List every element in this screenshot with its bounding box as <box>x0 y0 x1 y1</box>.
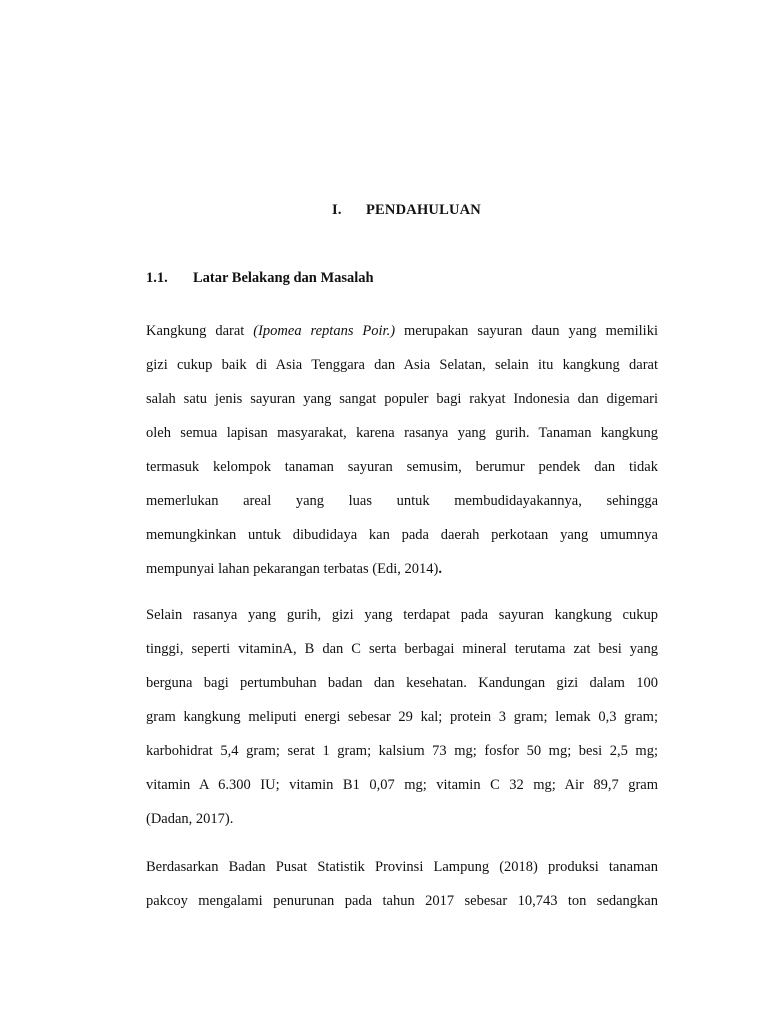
section-number: 1.1. <box>146 270 168 286</box>
paragraph-line: memungkinkan untuk dibudidaya kan pada daerah perkotaan yang umumnya <box>146 527 658 543</box>
paragraph-line: (Dadan, 2017). <box>146 811 234 827</box>
paragraph-line <box>146 552 658 586</box>
text-run: mempunyai lahan pekarangan terbatas (Edi, 2014) <box>146 561 439 577</box>
paragraph-2 <box>146 598 658 836</box>
paragraph-line: memerlukan areal yang luas untuk membudidayakannya, sehingga <box>146 493 658 509</box>
section-title: Latar Belakang dan Masalah <box>193 270 374 286</box>
paragraph-line: pakcoy mengalami penurunan pada tahun 2017 sebesar 10,743 ton sedangkan <box>146 893 658 909</box>
paragraph-line: gizi cukup baik di Asia Tenggara dan Asia Selatan, selain itu kangkung darat <box>146 357 658 373</box>
paragraph-3 <box>146 850 658 918</box>
paragraph-1 <box>146 314 658 586</box>
text-run: . <box>438 561 442 577</box>
paragraph-line: Berdasarkan Badan Pusat Statistik Provinsi Lampung (2018) produksi tanaman <box>146 859 658 875</box>
text-run: Kangkung darat <box>146 323 254 339</box>
text-run: merupakan sayuran daun yang memiliki <box>395 323 658 339</box>
chapter-number: I. <box>332 202 342 218</box>
paragraph-line: vitamin A 6.300 IU; vitamin B1 0,07 mg; vitamin C 32 mg; Air 89,7 gram <box>146 777 658 793</box>
paragraph-line: karbohidrat 5,4 gram; serat 1 gram; kalsium 73 mg; fosfor 50 mg; besi 2,5 mg; <box>146 743 658 759</box>
paragraph-line: tinggi, seperti vitaminA, B dan C serta berbagai mineral terutama zat besi yang <box>146 641 658 657</box>
paragraph-line: oleh semua lapisan masyarakat, karena rasanya yang gurih. Tanaman kangkung <box>146 425 658 441</box>
chapter-heading <box>332 202 481 219</box>
section-heading <box>146 270 374 287</box>
paragraph-line: termasuk kelompok tanaman sayuran semusim, berumur pendek dan tidak <box>146 459 658 475</box>
paragraph-line <box>146 314 658 348</box>
paragraph-line: gram kangkung meliputi energi sebesar 29 kal; protein 3 gram; lemak 0,3 gram; <box>146 709 658 725</box>
paragraph-line: salah satu jenis sayuran yang sangat populer bagi rakyat Indonesia dan digemari <box>146 391 658 407</box>
paragraph-line: Selain rasanya yang gurih, gizi yang terdapat pada sayuran kangkung cukup <box>146 607 658 623</box>
scientific-name: (Ipomea reptans Poir.) <box>253 323 396 339</box>
paragraph-line: berguna bagi pertumbuhan badan dan kesehatan. Kandungan gizi dalam 100 <box>146 675 658 691</box>
chapter-title: PENDAHULUAN <box>366 202 481 218</box>
